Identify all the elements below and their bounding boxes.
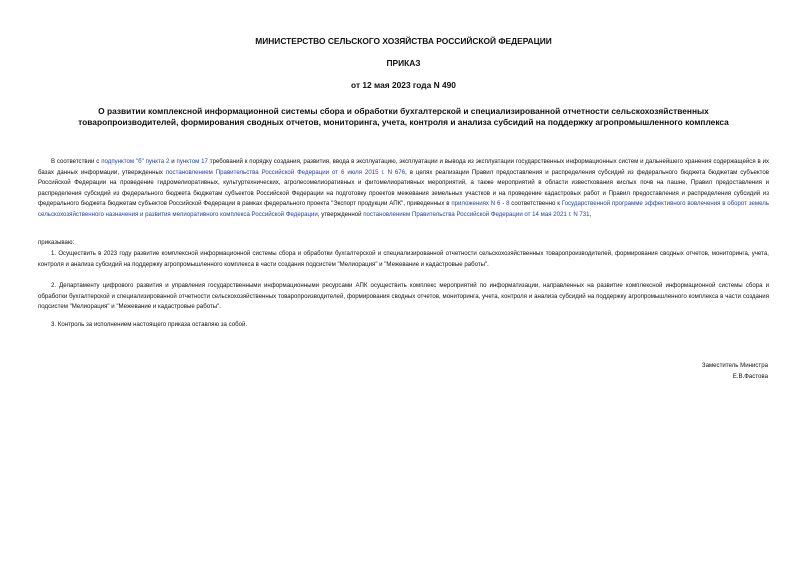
preamble-text-3: требований к порядку создания, развития, ввода в эксплуатацию, эксплуатации и вывода из эксплуатации государственных информационных систем и дальнейшего хранения содержащейся в их базах данных информации, утвержденных: [38, 158, 770, 176]
order-subject: О развитии комплексной информационной системы сбора и обработки бухгалтерской и специализированной отчетности сельскохозяйственных товаропроизводителей, формирования сводных отчетов, мониторинга, учета, контроля и анализа субсидий на поддержку агропромышленного комплекса: [78, 106, 729, 127]
order-item-3-text: 3. Контроль за исполнением настоящего приказа оставляю за собой.: [51, 321, 248, 328]
signature-position: Заместитель Министра: [701, 362, 768, 369]
preamble-text-6: соответственно к: [509, 200, 562, 207]
preamble: [38, 157, 769, 220]
order-item-2: [38, 281, 769, 313]
ordered-label: [38, 238, 769, 249]
order-item-1: [38, 249, 769, 270]
order-item-3: [38, 320, 769, 331]
preamble-text-1: В соответствии с: [51, 158, 102, 165]
preamble-paragraph: [38, 157, 769, 220]
link-resolution-676[interactable]: постановлением Правительства Российской Федерации от 6 июля 2015 г. N 676: [165, 168, 406, 176]
link-state-program[interactable]: Государственной программе эффективного вовлечения в оборот земель сельскохозяйственного назначения и развития мелиоративного комплекса Российской Федерации: [38, 200, 770, 218]
order-type: ПРИКАЗ: [386, 58, 421, 68]
link-appendix-8[interactable]: 8: [506, 200, 510, 207]
preamble-text-2: и: [169, 158, 177, 165]
preamble-text-8: ,: [589, 210, 592, 218]
order-date: от 12 мая 2023 года N 490: [351, 80, 456, 90]
signature-name: Е.В.Фастова: [732, 372, 768, 380]
order-item-1-text: 1. Осуществить в 2023 году развитие комплексной информационной системы сбора и обработки бухгалтерской и специализированной отчетности сельскохозяйственных товаропроизводителей, формирования сводных отчетов, мониторинга, учета, контроля и анализа субсидий на поддержку агропромышленного комплекса в части создания подсистем "Мелиорация" и "Межевание и кадастровые работы".: [38, 250, 769, 268]
preamble-text-7: , утвержденной: [317, 210, 364, 218]
ministry-title: МИНИСТЕРСТВО СЕЛЬСКОГО ХОЗЯЙСТВА РОССИЙСКОЙ ФЕДЕРАЦИИ: [255, 36, 552, 46]
link-subparagraph-b-item-2[interactable]: подпунктом "б" пункта 2: [101, 158, 170, 165]
link-item-17[interactable]: пунктом 17: [176, 158, 208, 165]
ordered-label-text: приказываю:: [38, 239, 75, 246]
link-appendix-6[interactable]: приложениях N 6: [451, 200, 501, 207]
signature-block: [702, 361, 768, 382]
preamble-text-4: , в целях реализации Правил предоставления и распределения субсидий из федерального бюджета бюджетам субъектов Российской Федерации на проведение гидромелиоративных, культуртехнических, агролесомелиоративных и фитомелиоративных мероприятий, а также мероприятий в области известкования кислых почв на пашне, Правил предоставления и распределения субсидий из федерального бюджета бюджетам субъектов Российской Федерации на подготовку проектов межевания земельных участков и на проведение кадастровых работ и Правил предоставления и распределения субсидий из федерального бюджета бюджетам субъектов Российской Федерации в рамках федерального проекта "Экспорт продукции АПК", приведенных в: [38, 168, 769, 207]
preamble-text-5: -: [500, 200, 507, 207]
link-resolution-731[interactable]: постановлением Правительства Российской Федерации от 14 мая 2021 г. N 731: [363, 210, 590, 218]
order-item-2-text: 2. Департаменту цифрового развития и управления государственными информационными ресурсами АПК осуществить комплекс мероприятий по информатизации, направленных на развитие комплексной информационной системы сбора и обработки бухгалтерской и специализированной отчетности сельскохозяйственных товаропроизводителей, формирования сводных отчетов, мониторинга, учета, контроля и анализа субсидий на поддержку агропромышленного комплекса в части создания подсистем "Мелиорация" и "Межевание и кадастровые работы".: [38, 282, 769, 310]
